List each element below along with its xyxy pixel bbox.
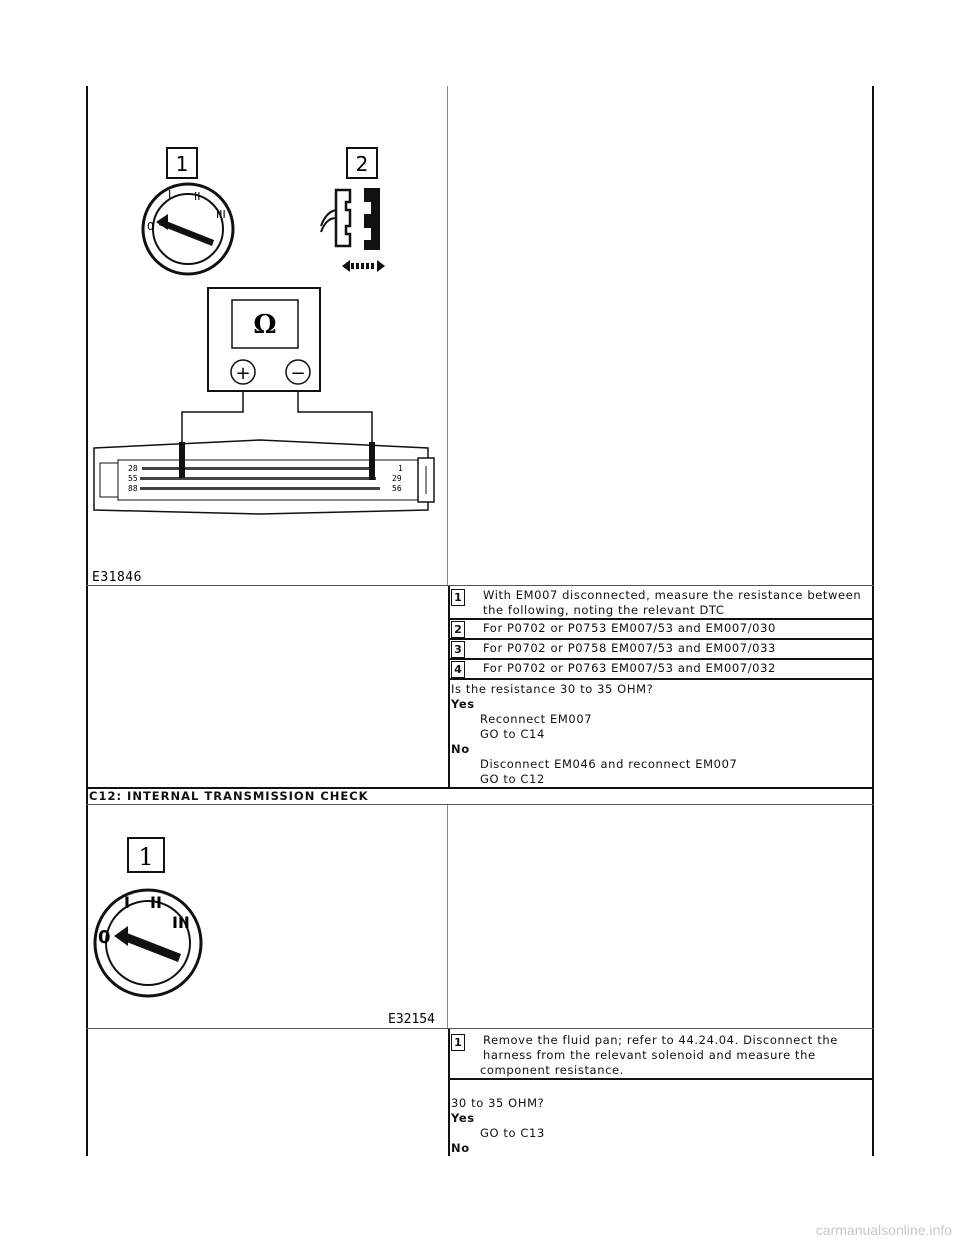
- question-block-c11: [451, 682, 871, 787]
- section-divider-bottom: [86, 804, 874, 805]
- plus-terminal: +: [235, 363, 251, 384]
- step-c12-divider: [449, 1078, 873, 1080]
- step-number-4: 4: [451, 661, 465, 678]
- connector-disconnect-icon: [321, 188, 385, 272]
- step-c12-text-2: harness from the relevant solenoid and measure the: [483, 1048, 816, 1062]
- step-row-c12-1: [449, 1032, 872, 1078]
- switch-label-1: I: [168, 188, 172, 201]
- switch-label-1b: I: [124, 893, 130, 912]
- answer-yes-action-2: GO to C14: [480, 727, 545, 741]
- minus-terminal: −: [290, 363, 306, 384]
- pin-label-88: 88: [128, 484, 138, 493]
- callout-1b: 1: [138, 843, 154, 871]
- step-text-3: For P0702 or P0758 EM007/53 and EM007/033: [483, 641, 776, 655]
- answer-yes-action-1: Reconnect EM007: [480, 712, 593, 726]
- question-text: Is the resistance 30 to 35 OHM?: [451, 682, 654, 696]
- question-c12-text: 30 to 35 OHM?: [451, 1096, 545, 1110]
- negative-lead: [298, 391, 372, 442]
- step-text-4: For P0702 or P0763 EM007/53 and EM007/032: [483, 661, 776, 675]
- step-c12-text-3: component resistance.: [480, 1063, 624, 1077]
- switch-label-3b: III: [172, 913, 190, 932]
- negative-probe: [369, 442, 375, 480]
- step-divider-4: [449, 678, 873, 680]
- column-divider-top: [447, 86, 448, 586]
- switch-label-2: II: [194, 190, 201, 203]
- step-number-2: 2: [451, 621, 465, 638]
- pin-label-28: 28: [128, 464, 138, 473]
- question-block-c12: [451, 1096, 871, 1156]
- step-text-2: For P0702 or P0753 EM007/53 and EM007/030: [483, 621, 776, 635]
- figure2-divider: [86, 1028, 874, 1029]
- table-border-right: [872, 86, 874, 1156]
- step-text-1b: the following, noting the relevant DTC: [483, 603, 725, 617]
- switch-label-2b: II: [150, 893, 162, 912]
- switch-label-0b: 0: [98, 927, 111, 948]
- figure-e31846: [88, 90, 446, 584]
- callout-2: 2: [355, 152, 369, 176]
- figure-id: E31846: [92, 570, 142, 584]
- pin-label-1: 1: [398, 464, 403, 473]
- callout-1: 1: [175, 152, 189, 176]
- step-row-3: [449, 640, 872, 658]
- figure-e32154: [88, 806, 446, 1028]
- answer-c12-no-label: No: [451, 1141, 470, 1155]
- answer-c12-yes-label: Yes: [451, 1111, 475, 1125]
- step-text-1a: With EM007 disconnected, measure the resistance between: [483, 588, 862, 602]
- figure-id-2: E32154: [388, 1012, 435, 1027]
- positive-lead: [182, 391, 243, 442]
- ohm-symbol: Ω: [253, 310, 277, 340]
- ecu-resistance-diagram: [88, 90, 446, 584]
- answer-c12-yes-action: GO to C13: [480, 1126, 545, 1140]
- step-row-1: [449, 586, 872, 618]
- step-number-1: 1: [451, 589, 465, 606]
- ignition-off-diagram: [88, 806, 446, 1028]
- ecu-connector-icon: [94, 440, 434, 514]
- pin-label-29: 29: [392, 474, 402, 483]
- step-number-c12-1: 1: [451, 1034, 465, 1051]
- ignition-switch-off-icon: [95, 890, 201, 996]
- watermark: carmanualsonline.info: [815, 1222, 952, 1238]
- step-row-4: [449, 660, 872, 678]
- switch-label-3: III: [216, 208, 226, 221]
- positive-probe: [179, 442, 185, 478]
- section-title-c12: C12: INTERNAL TRANSMISSION CHECK: [89, 789, 369, 803]
- pin-label-56: 56: [392, 484, 402, 493]
- switch-label-0: 0: [147, 220, 154, 233]
- answer-no-label: No: [451, 742, 470, 756]
- step-row-2: [449, 620, 872, 638]
- step-number-3: 3: [451, 641, 465, 658]
- answer-no-action-1: Disconnect EM046 and reconnect EM007: [480, 757, 738, 771]
- answer-yes-label: Yes: [451, 697, 475, 711]
- answer-no-action-2: GO to C12: [480, 772, 545, 786]
- ignition-switch-icon: [143, 184, 233, 274]
- pin-label-55: 55: [128, 474, 138, 483]
- multimeter-icon: [208, 288, 320, 391]
- column-divider-fig2: [447, 805, 448, 1029]
- step-c12-text-1: Remove the fluid pan; refer to 44.24.04. Disconnect the: [483, 1033, 838, 1047]
